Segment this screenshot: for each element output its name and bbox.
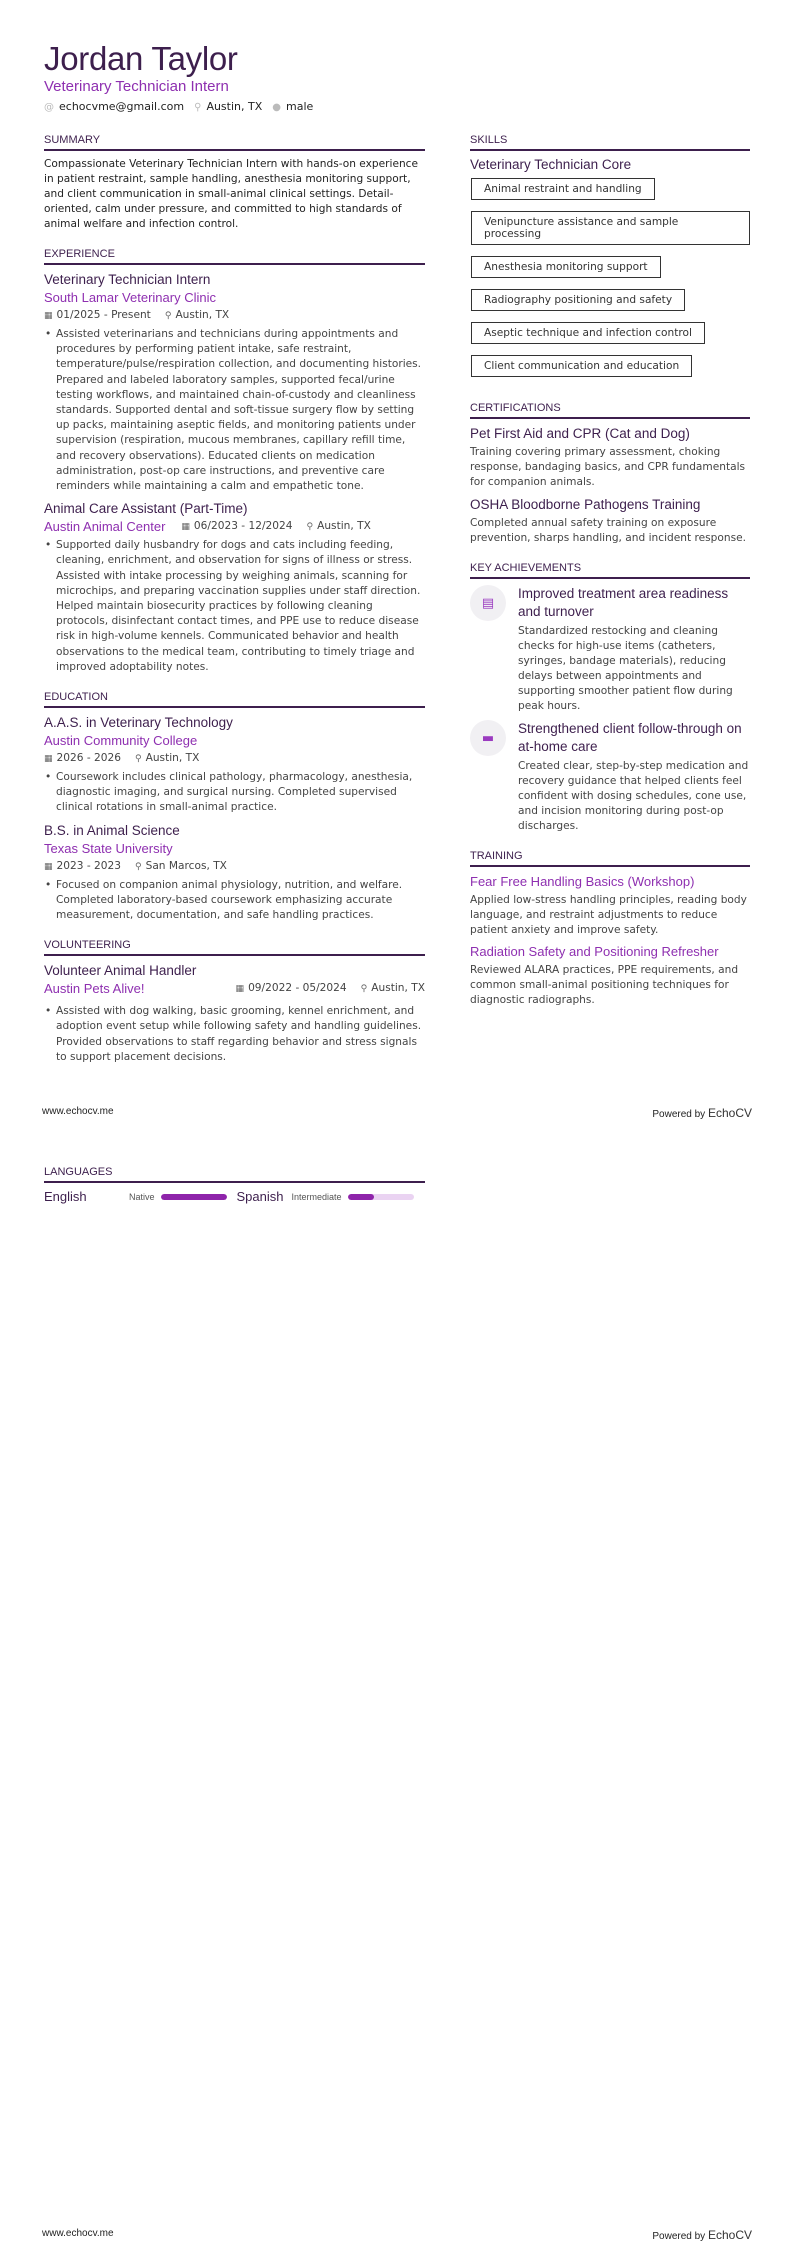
cert-title: OSHA Bloodborne Pathogens Training — [470, 497, 701, 512]
section-heading: TRAINING — [470, 850, 750, 867]
degree: A.A.S. in Veterinary Technology — [44, 715, 233, 731]
language-bar-fill — [161, 1194, 227, 1200]
page-footer-bottom — [42, 2228, 752, 2242]
page-footer — [42, 1106, 752, 1120]
summary-text: Compassionate Veterinary Technician Intern with hands-on experience in patient restraint, sample handling, anesthesia monitoring support, and client communication in small-animal clinical settings. Detail-oriented, calm under pressure, and committed to high standards of animal welfare and infection control. — [44, 158, 419, 230]
section-heading: EXPERIENCE — [44, 248, 425, 265]
map-pin-icon: ⚲ — [135, 754, 142, 765]
achievement-text: Standardized restocking and cleaning checks for high-use items (catheters, syringes, bandage materials), reducing delays between appointments and supporting smoother patient flow during peak hours. — [518, 625, 733, 712]
candidate-name: Jordan Taylor — [44, 40, 238, 77]
bullet: • Supported daily husbandry for dogs and cats including feeding, cleaning, enrichment, and observation for signs of illness or stress. Assisted with intake processing by weighing animals, scanning for microchips, and preparing vaccination supplies under staff direction. Helped maintain biosecurity practices by following cleaning protocols, disinfectant contact times, and PPE use to reduce disease risk in high-volume kennels. Communicated behavior and health observations to the medical team, contributing to timely triage and improved adoptability notes. — [44, 538, 425, 675]
section-heading: SUMMARY — [44, 134, 425, 151]
footer-powered: Powered by EchoCV — [652, 1106, 752, 1120]
skill-tag: Anesthesia monitoring support — [471, 256, 661, 278]
calendar-icon: ▦ — [44, 754, 53, 765]
achievement-item — [470, 585, 750, 714]
school: Texas State University — [44, 840, 173, 856]
job-title: Veterinary Technician Intern — [44, 272, 211, 287]
cert-text: Training covering primary assessment, choking response, bandaging basics, and CPR fundamentals for companion animals. — [470, 446, 746, 488]
section-heading: CERTIFICATIONS — [470, 402, 750, 419]
training-title: Fear Free Handling Basics (Workshop) — [470, 874, 695, 889]
bullet: • Assisted with dog walking, basic grooming, kennel enrichment, and adoption event setup while following safety and handling guidelines. Provided observations to staff regarding behavior and stress signals to support placement decisions. — [44, 1004, 425, 1065]
contact-email[interactable]: @ echocvme@gmail.com — [44, 100, 185, 113]
cert-text: Completed annual safety training on exposure prevention, sharps handling, and incident response. — [470, 517, 746, 544]
calendar-icon: ▦ — [235, 984, 245, 995]
section-heading: EDUCATION — [44, 691, 425, 708]
job-meta: ▦ 01/2025 - Present ⚲ Austin, TX — [44, 309, 230, 321]
achievement-item — [470, 720, 750, 834]
candidate-title: Veterinary Technician Intern — [44, 78, 229, 95]
school: Austin Community College — [44, 733, 198, 749]
language-name: English — [44, 1189, 87, 1204]
language-level: Intermediate — [291, 1191, 342, 1202]
language-level: Native — [129, 1191, 155, 1202]
employer: Austin Animal Center — [44, 519, 166, 535]
achievement-title: Improved treatment area readiness and turnover — [518, 586, 729, 619]
section-heading: SKILLS — [470, 134, 750, 151]
language-bar — [161, 1194, 227, 1200]
education-section — [44, 691, 425, 923]
training-text: Applied low-stress handling principles, reading body language, and restraint adjustments to reduce patient anxiety and improve safety. — [470, 894, 747, 936]
contact-gender: ● male — [272, 100, 314, 113]
section-heading: KEY ACHIEVEMENTS — [470, 562, 750, 579]
language-bar — [348, 1194, 414, 1200]
at-icon: @ — [44, 102, 54, 113]
job-meta: Austin Animal Center ▦ 06/2023 - 12/2024 ⚲ Austin, TX — [44, 519, 371, 535]
skill-tag: Aseptic technique and infection control — [471, 322, 705, 344]
skill-tag: Radiography positioning and safety — [471, 289, 685, 311]
achievements-section — [470, 562, 750, 834]
skill-tag: Animal restraint and handling — [471, 178, 655, 200]
language-bar-fill — [348, 1194, 374, 1200]
language-row — [44, 1189, 425, 1204]
bullet: • Focused on companion animal physiology, nutrition, and welfare. Completed laboratory-based coursework emphasizing accurate measurement, documentation, and safe handling practices. — [44, 878, 425, 924]
calendar-icon: ▦ — [181, 522, 190, 533]
achievement-title: Strengthened client follow-through on at-home care — [518, 721, 742, 754]
bullet: • Coursework includes clinical pathology, pharmacology, anesthesia, diagnostic imaging, and surgical nursing. Completed supervised clinical rotations in small-animal practice. — [44, 770, 425, 816]
skill-tag: Venipuncture assistance and sample processing — [471, 211, 750, 245]
left-column — [44, 134, 425, 1081]
skills-section — [470, 134, 750, 386]
map-pin-icon: ⚲ — [135, 861, 142, 872]
employer: South Lamar Veterinary Clinic — [44, 290, 216, 305]
degree: B.S. in Animal Science — [44, 822, 180, 838]
calendar-icon: ▦ — [44, 311, 53, 321]
bullet: • Assisted veterinarians and technicians during appointments and procedures by performing patient intake, safe restraint, temperature/pulse/respiration collection, and documenting histories. Prepared and labeled laboratory samples, supported fecal/urine testing workflows, and maintained chain-of-custody and cleanliness standards. Supported dental and soft-tissue surgery flow by setting up packs, maintaining aseptic fields, and monitoring patients under supervision (respiration, mucous membranes, capillary refill time, and recovery observations). Educated clients on medication administration, post-op care instructions, and preventive care reminders while maintaining a calm and empathetic tone. — [44, 327, 425, 494]
experience-item — [44, 271, 425, 494]
training-text: Reviewed ALARA practices, PPE requirements, and common small-animal positioning techniques for diagnostic radiographs. — [470, 964, 739, 1006]
contact-location: ⚲ Austin, TX — [194, 100, 263, 113]
role-title: Volunteer Animal Handler — [44, 963, 197, 979]
training-section — [470, 850, 750, 1008]
job-title: Animal Care Assistant (Part-Time) — [44, 501, 248, 517]
contact-row — [44, 100, 313, 113]
organization: Austin Pets Alive! — [44, 981, 145, 997]
achievement-text: Created clear, step-by-step medication and recovery guidance that helped clients feel confident with dosing schedules, cone use, and incision monitoring during post-op discharges. — [518, 760, 749, 832]
right-column — [470, 134, 750, 1024]
footer-powered: Powered by EchoCV — [652, 2228, 752, 2242]
skill-category: Veterinary Technician Core — [470, 157, 632, 172]
calendar-icon: ▤ — [470, 585, 506, 621]
experience-section — [44, 248, 425, 675]
user-icon: ● — [272, 102, 281, 113]
archive-icon: ▬ — [470, 720, 506, 756]
education-item: B.S. in Animal Science Texas State University ▦ 2023 - 2023 ⚲ San Marcos, TX • Focused on companion animal physiology, nutrition, and welfare. Completed laboratory-based coursework emphasizing accurate measurement, documentation, and safe handling practices. — [44, 822, 425, 924]
skill-tag: Client communication and education — [471, 355, 692, 377]
volunteering-section: VOLUNTEERING Volunteer Animal Handler Austin Pets Alive! ▦ 09/2022 - 05/2024 ⚲ Austin, TX • Assisted with dog walking, basic grooming, kennel enrichment, and adoption event setup while following safety and handling guidelines. Provided observations to staff regarding behavior and stress signals to support placement decisions. — [44, 939, 425, 1065]
calendar-icon: ▦ — [44, 861, 53, 872]
certifications-section — [470, 402, 750, 546]
footer-site[interactable]: www.echocv.me — [42, 1106, 114, 1117]
language-name: Spanish — [236, 1189, 284, 1204]
training-title: Radiation Safety and Positioning Refresher — [470, 944, 719, 959]
map-pin-icon: ⚲ — [360, 984, 368, 995]
languages-section — [44, 1166, 425, 1204]
cert-title: Pet First Aid and CPR (Cat and Dog) — [470, 426, 690, 441]
map-pin-icon: ⚲ — [194, 102, 202, 113]
map-pin-icon: ⚲ — [306, 522, 314, 533]
map-pin-icon: ⚲ — [164, 311, 172, 321]
section-heading: LANGUAGES — [44, 1166, 425, 1183]
section-heading: VOLUNTEERING — [44, 939, 425, 956]
footer-site[interactable]: www.echocv.me — [42, 2228, 114, 2239]
summary-section — [44, 134, 425, 232]
experience-item — [44, 500, 425, 675]
education-item: A.A.S. in Veterinary Technology Austin Community College ▦ 2026 - 2026 ⚲ Austin, TX • Coursework includes clinical pathology, pharmacology, anesthesia, diagnostic imaging, and surgical nursing. Completed supervised clinical rotations in small-animal practice. — [44, 714, 425, 816]
